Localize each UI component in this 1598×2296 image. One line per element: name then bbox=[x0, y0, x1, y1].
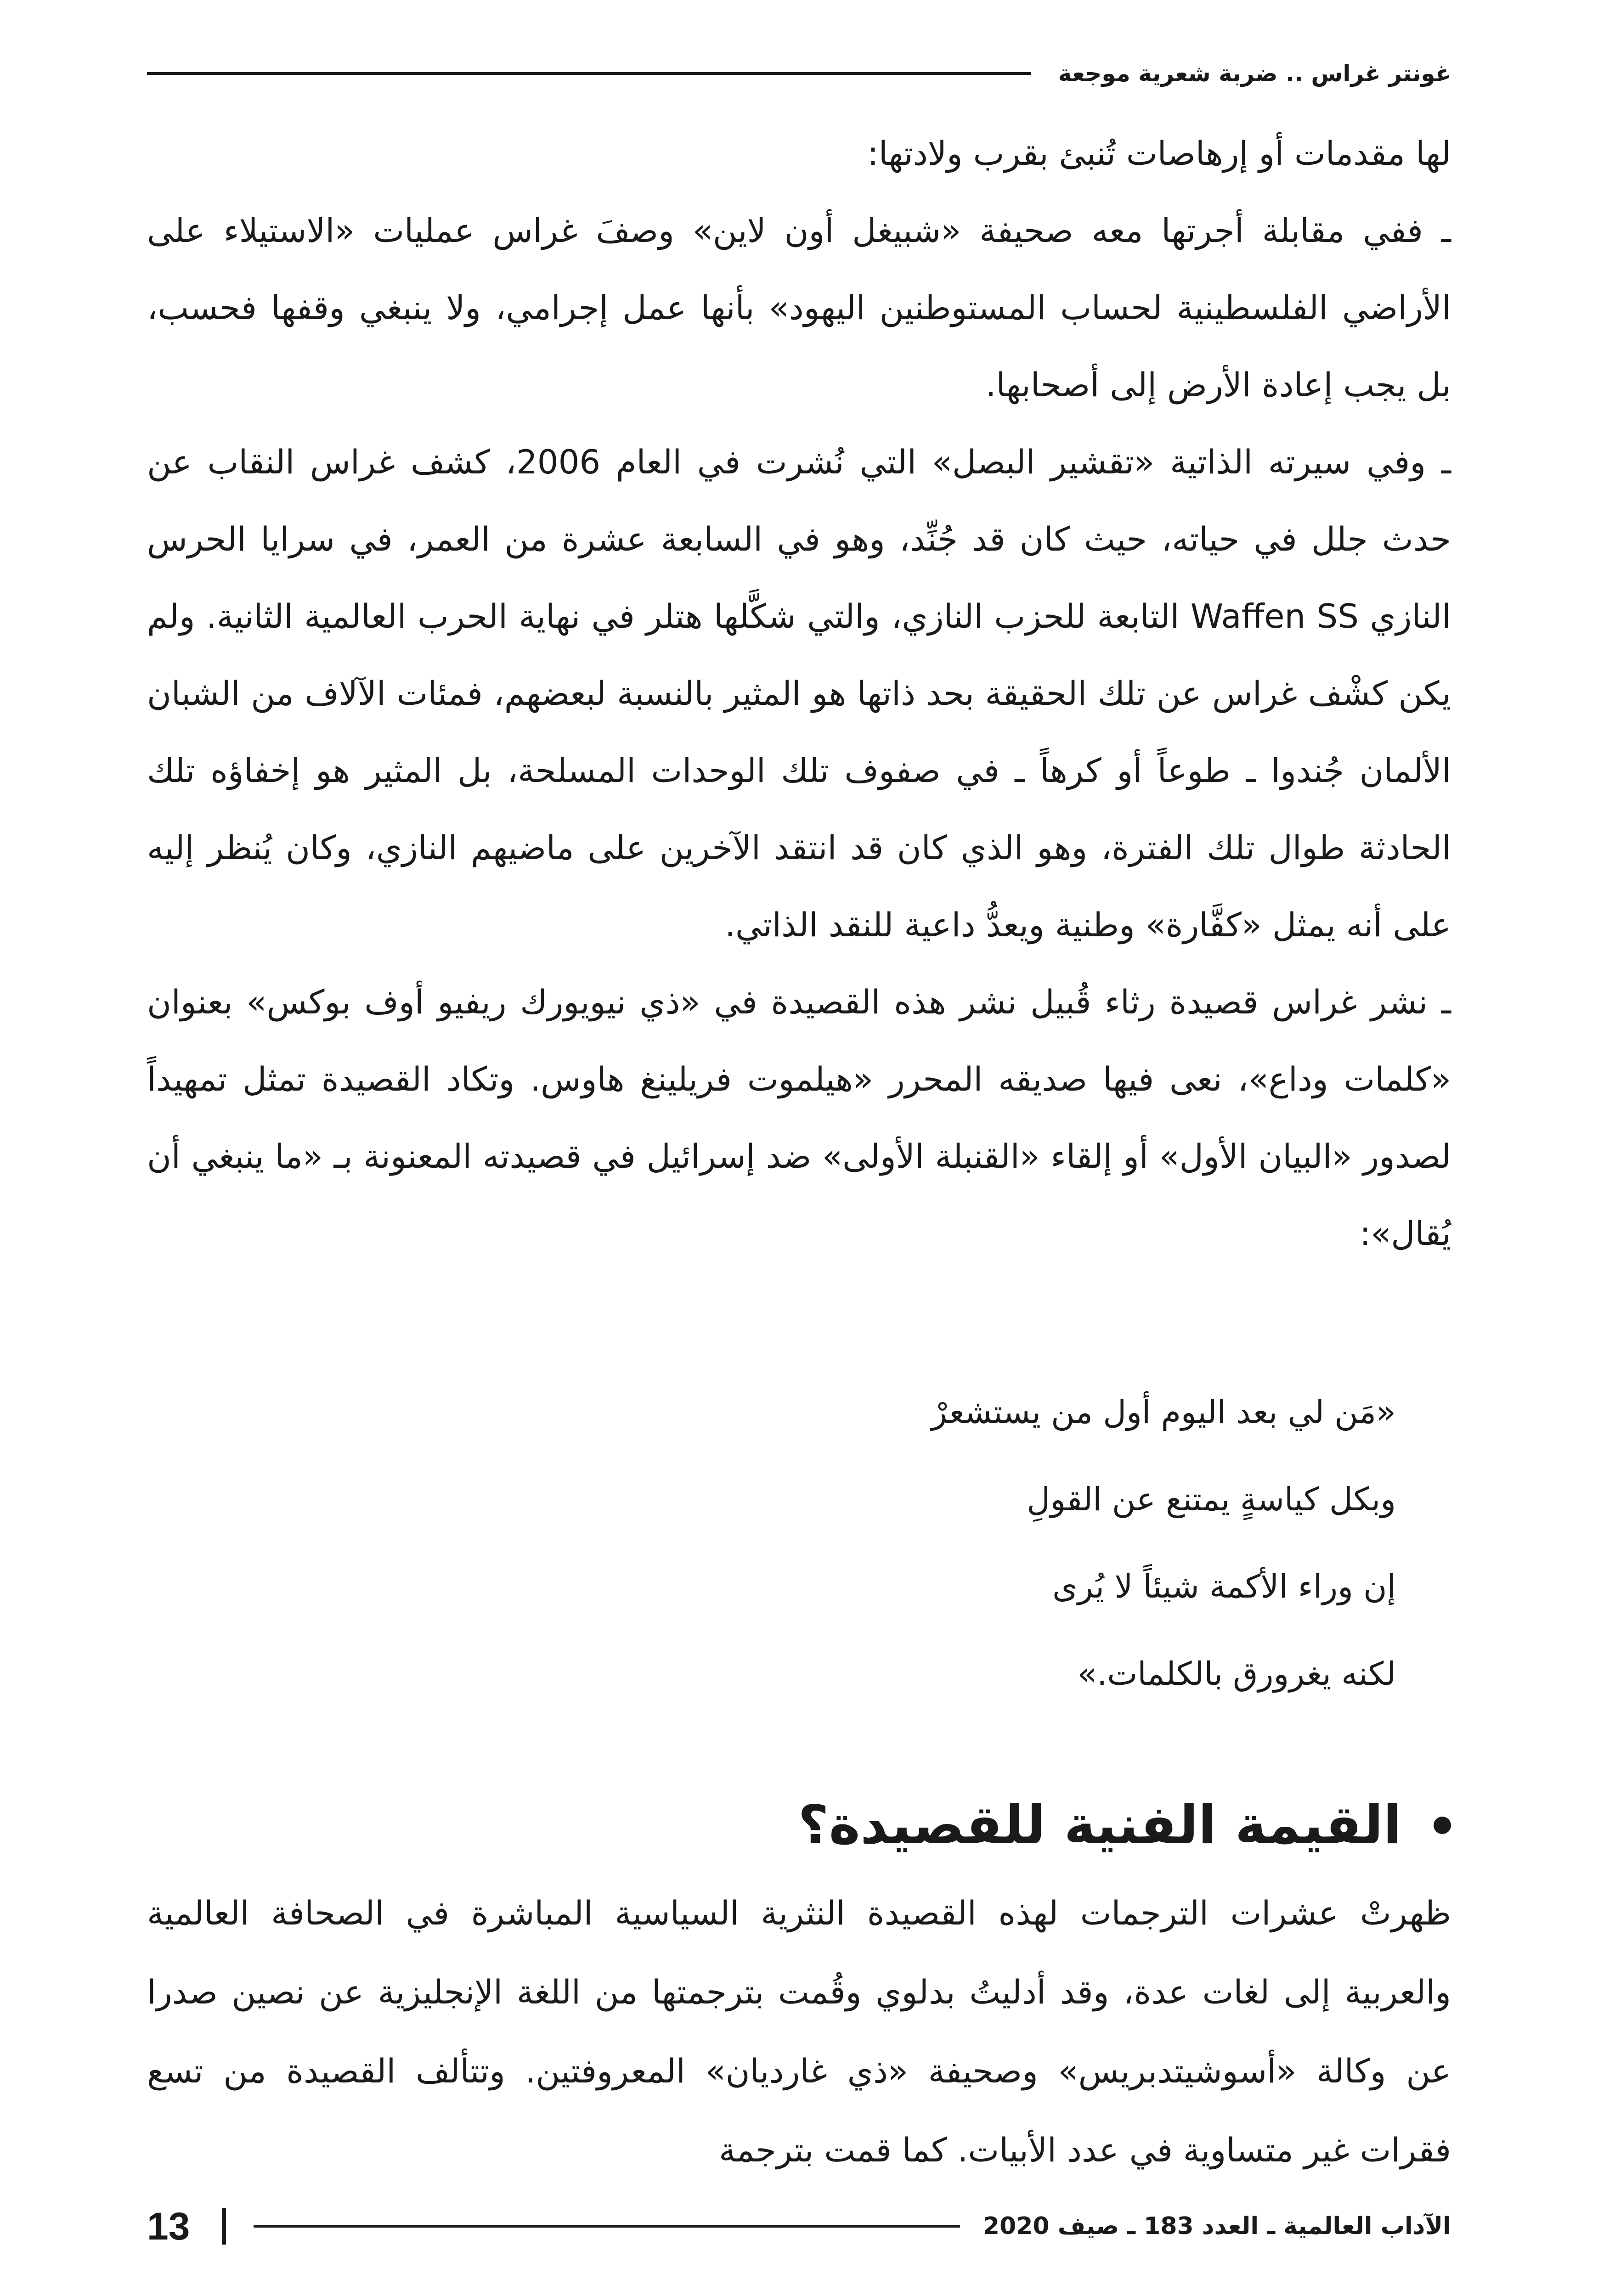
journal-issue-label: الآداب العالمية ـ العدد 183 ـ صيف 2020 bbox=[983, 2212, 1451, 2240]
paragraph-autobiography: ـ وفي سيرته الذاتية «تقشير البصل» التي نُشرت في العام 2006، كشف غراس النقاب عن حدث جلل في حياته، حيث كان قد جُنِّد، وهو في السابعة عشرة من العمر، في سرايا الحرس النازي Waffen SS التابعة للحزب النازي، والتي شكَّلها هتلر في نهاية الحرب العالمية الثانية. ولم يكن كشْف غراس عن تلك الحقيقة بحد ذاتها هو المثير بالنسبة لبعضهم، فمئات الآلاف من الشبان الألمان جُندوا ـ طوعاً أو كرهاً ـ في صفوف تلك الوحدات المسلحة، بل المثير هو إخفاؤه تلك الحادثة طوال تلك الفترة، وهو الذي كان قد انتقد الآخرين على ماضيهم النازي، وكان يُنظر إليه على أنه يمثل «كفَّارة» وطنية ويعدُّ داعية للنقد الذاتي. bbox=[147, 443, 1451, 944]
page-footer bbox=[147, 2201, 1451, 2251]
running-header bbox=[147, 51, 1451, 96]
paragraph-spiegel-interview: ـ ففي مقابلة أجرتها معه صحيفة «شبيغل أون لاين» وصفَ غراس عمليات «الاستيلاء على الأراضي الفلسطينية لحساب المستوطنين اليهود» بأنها عمل إجرامي، ولا ينبغي وقفها فحسب، بل يجب إعادة الأرض إلى أصحابها. bbox=[147, 211, 1451, 404]
bullet-icon bbox=[1434, 1817, 1451, 1834]
paragraph-elegy: ـ نشر غراس قصيدة رثاء قُبيل نشر هذه القصيدة في «ذي نيويورك ريفيو أوف بوكس» بعنوان «كلمات وداع»، نعى فيها صديقه المحرر «هيلموت فريلينغ هاوس. وتكاد القصيدة تمثل تمهيداً لصدور «البيان الأول» أو إلقاء «القنبلة الأولى» ضد إسرائيل في قصيدته المعنونة بـ «ما ينبغي أن يُقال»: bbox=[147, 983, 1451, 1253]
section-heading-text: القيمة الفنية للقصيدة؟ bbox=[798, 1794, 1401, 1856]
footer-rule bbox=[254, 2225, 960, 2228]
section-heading bbox=[147, 1782, 1451, 1869]
poem-line: إن وراء الأكمة شيئاً لا يُرى bbox=[1052, 1568, 1396, 1605]
page-number: 13 bbox=[147, 2204, 190, 2248]
section-body bbox=[147, 1874, 1451, 2189]
header-rule bbox=[147, 72, 1031, 75]
poem-line: لكنه يغرورق بالكلمات.» bbox=[1077, 1655, 1396, 1693]
footer-divider bbox=[222, 2208, 226, 2245]
article-body bbox=[147, 115, 1451, 2189]
paragraph-translations: ظهرتْ عشرات الترجمات لهذه القصيدة النثرية السياسية المباشرة في الصحافة العالمية والعربية إلى لغات عدة، وقد أدليتُ بدلوي وقُمت بترجمتها من اللغة الإنجليزية عن نصين صدرا عن وكالة «أسوشيتدبريس» وصحيفة «ذي غارديان» المعروفتين. وتتألف القصيدة من تسع فقرات غير متساوية في عدد الأبيات. كما قمت بترجمة bbox=[147, 1894, 1451, 2169]
poem-line: وبكل كياسةٍ يمتنع عن القولِ bbox=[1027, 1480, 1396, 1518]
poem-quote bbox=[147, 1368, 1396, 1717]
paragraph-intro: لها مقدمات أو إرهاصات تُنبئ بقرب ولادتها: bbox=[867, 134, 1451, 173]
running-title: غونتر غراس .. ضربة شعرية موجعة bbox=[1058, 60, 1451, 87]
poem-line: «مَن لي بعد اليوم أول من يستشعرْ bbox=[932, 1393, 1396, 1431]
